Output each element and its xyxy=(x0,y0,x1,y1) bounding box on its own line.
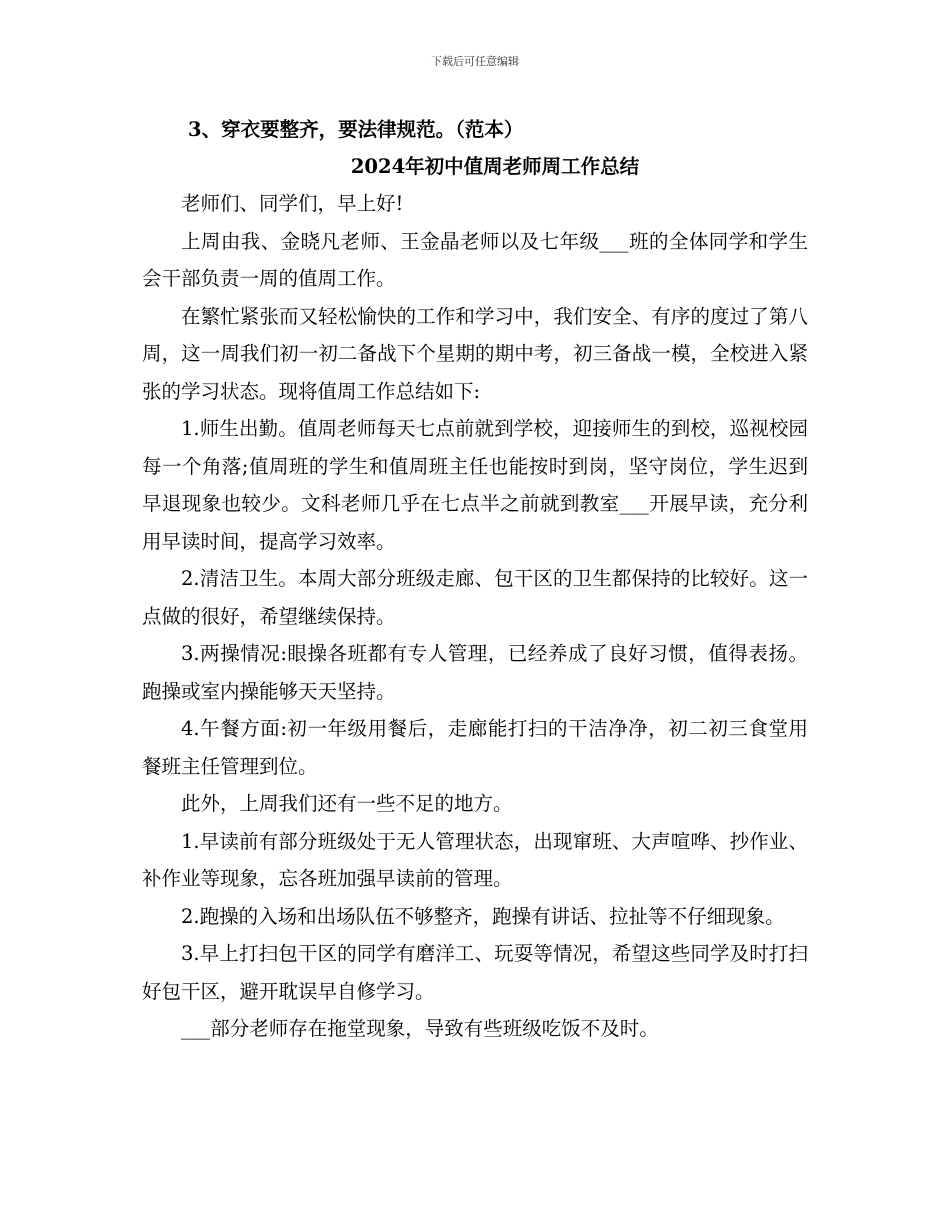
shortcoming-item-3: 3.早上打扫包干区的同学有磨洋工、玩耍等情况，希望这些同学及时打扫好包干区，避开耽误早自修学习。 xyxy=(142,942,808,1003)
greeting-paragraph: 老师们、同学们，早上好! xyxy=(181,192,404,215)
overview-paragraph: 在繁忙紧张而又轻松愉快的工作和学习中，我们安全、有序的度过了第八周，这一周我们初一初二备战下个星期的期中考，初三备战一模，全校进入紧张的学习状态。现将值周工作总结如下: xyxy=(142,304,808,403)
intro-paragraph: 上周由我、金晓凡老师、王金晶老师以及七年级___班的全体同学和学生会干部负责一周的值周工作。 xyxy=(142,229,808,290)
section-heading: 3、穿衣要整齐，要法律规范。（范本） xyxy=(188,118,524,141)
attendance-paragraph: 1.师生出勤。值周老师每天七点前就到学校，迎接师生的到校，巡视校园每一个角落;值周班的学生和值周班主任也能按时到岗，坚守岗位，学生迟到早退现象也较少。文科老师几乎在七点半之前就到教室___开展早读，充分利用早读时间，提高学习效率。 xyxy=(142,417,808,553)
document-body xyxy=(142,185,808,1048)
shortcoming-item-1: 1.早读前有部分班级处于无人管理状态，出现窜班、大声喧哗、抄作业、补作业等现象，忘各班加强早读前的管理。 xyxy=(142,829,808,890)
document-title: 2024年初中值周老师周工作总结 xyxy=(350,155,640,178)
cleaning-paragraph: 2.清洁卫生。本周大部分班级走廊、包干区的卫生都保持的比较好。这一点做的很好，希望继续保持。 xyxy=(142,567,808,628)
shortcoming-item-2: 2.跑操的入场和出场队伍不够整齐，跑操有讲话、拉扯等不仔细现象。 xyxy=(181,904,785,928)
shortcomings-intro-paragraph: 此外，上周我们还有一些不足的地方。 xyxy=(181,792,513,815)
exercise-paragraph: 3.两操情况:眼操各班都有专人管理，已经养成了良好习惯，值得表扬。跑操或室内操能够天天坚持。 xyxy=(142,642,808,703)
lunch-paragraph: 4.午餐方面:初一年级用餐后，走廊能打扫的干洁净净，初二初三食堂用餐班主任管理到位。 xyxy=(142,717,808,778)
shortcoming-item-4: ___部分老师存在拖堂现象，导致有些班级吃饭不及时。 xyxy=(181,1017,659,1040)
page-header-note: 下载后可任意编辑 xyxy=(431,55,519,68)
